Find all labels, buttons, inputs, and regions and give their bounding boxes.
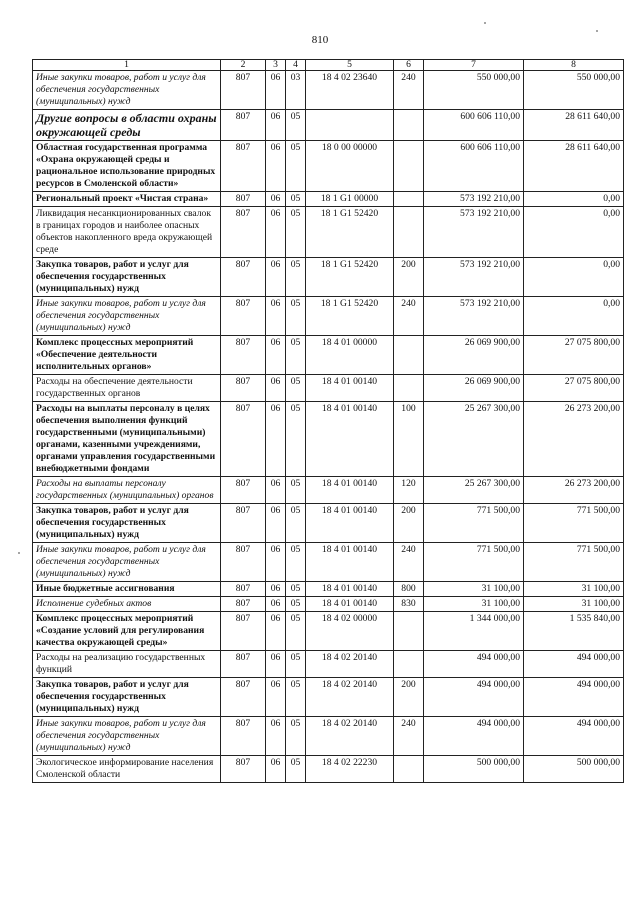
scan-speck: [484, 22, 486, 24]
table-row: [33, 110, 624, 141]
row-target-article: 18 4 01 00140: [306, 375, 394, 402]
row-name: Иные закупки товаров, работ и услуг для обеспечения государственных (муниципальных) нужд: [33, 717, 221, 756]
row-amount-year1: 494 000,00: [424, 717, 524, 756]
row-ministry-code: 807: [221, 717, 266, 756]
table-row: [33, 402, 624, 477]
row-name: Закупка товаров, работ и услуг для обеспечения государственных (муниципальных) нужд: [33, 258, 221, 297]
row-expense-type: [394, 651, 424, 678]
row-name: Областная государственная программа «Охрана окружающей среды и рациональное использование природных ресурсов в Смоленской области»: [33, 141, 221, 192]
row-ministry-code: 807: [221, 297, 266, 336]
row-amount-year1: 600 606 110,00: [424, 110, 524, 141]
row-expense-type: 100: [394, 402, 424, 477]
row-target-article: 18 4 02 20140: [306, 717, 394, 756]
row-expense-type: [394, 375, 424, 402]
row-amount-year1: 500 000,00: [424, 756, 524, 783]
row-expense-type: 240: [394, 543, 424, 582]
table-row: [33, 612, 624, 651]
row-expense-type: 120: [394, 477, 424, 504]
row-section: 06: [266, 192, 286, 207]
table-row: [33, 543, 624, 582]
row-target-article: 18 0 00 00000: [306, 141, 394, 192]
row-expense-type: 200: [394, 258, 424, 297]
row-amount-year2: 31 100,00: [524, 582, 624, 597]
row-section: 06: [266, 71, 286, 110]
row-amount-year1: 573 192 210,00: [424, 192, 524, 207]
row-subsection: 05: [286, 207, 306, 258]
row-expense-type: 240: [394, 297, 424, 336]
row-section: 06: [266, 207, 286, 258]
row-section: 06: [266, 717, 286, 756]
row-ministry-code: 807: [221, 756, 266, 783]
row-target-article: 18 4 01 00140: [306, 543, 394, 582]
row-expense-type: [394, 336, 424, 375]
row-ministry-code: 807: [221, 141, 266, 192]
row-amount-year2: 26 273 200,00: [524, 477, 624, 504]
row-name: Иные закупки товаров, работ и услуг для обеспечения государственных (муниципальных) нужд: [33, 71, 221, 110]
row-amount-year2: 31 100,00: [524, 597, 624, 612]
row-subsection: 05: [286, 375, 306, 402]
table-row: [33, 297, 624, 336]
row-expense-type: [394, 110, 424, 141]
row-ministry-code: 807: [221, 336, 266, 375]
row-section: 06: [266, 543, 286, 582]
row-name: Исполнение судебных актов: [33, 597, 221, 612]
row-amount-year2: 771 500,00: [524, 504, 624, 543]
row-subsection: 05: [286, 297, 306, 336]
row-amount-year1: 494 000,00: [424, 678, 524, 717]
row-expense-type: [394, 207, 424, 258]
row-subsection: 05: [286, 717, 306, 756]
table-row: [33, 717, 624, 756]
table-row: [33, 597, 624, 612]
row-subsection: 05: [286, 258, 306, 297]
table-row: [33, 207, 624, 258]
row-target-article: 18 4 01 00140: [306, 402, 394, 477]
row-expense-type: [394, 141, 424, 192]
row-section: 06: [266, 612, 286, 651]
table-header-row: [33, 60, 624, 71]
row-section: 06: [266, 141, 286, 192]
row-amount-year1: 771 500,00: [424, 543, 524, 582]
row-subsection: 05: [286, 678, 306, 717]
row-name: Иные закупки товаров, работ и услуг для обеспечения государственных (муниципальных) нужд: [33, 543, 221, 582]
row-section: 06: [266, 297, 286, 336]
row-amount-year1: 573 192 210,00: [424, 258, 524, 297]
row-ministry-code: 807: [221, 258, 266, 297]
row-ministry-code: 807: [221, 192, 266, 207]
row-amount-year1: 1 344 000,00: [424, 612, 524, 651]
row-name: Комплекс процессных мероприятий «Создание условий для регулирования качества окружающей среды»: [33, 612, 221, 651]
row-amount-year2: 27 075 800,00: [524, 375, 624, 402]
row-ministry-code: 807: [221, 110, 266, 141]
row-section: 06: [266, 258, 286, 297]
column-header: 4: [286, 60, 306, 71]
row-section: 06: [266, 402, 286, 477]
row-expense-type: [394, 756, 424, 783]
row-target-article: 18 4 01 00140: [306, 582, 394, 597]
row-amount-year1: 25 267 300,00: [424, 477, 524, 504]
row-expense-type: [394, 612, 424, 651]
row-ministry-code: 807: [221, 402, 266, 477]
row-target-article: 18 1 G1 52420: [306, 297, 394, 336]
row-name: Другие вопросы в области охраны окружающей среды: [33, 110, 221, 141]
row-name: Закупка товаров, работ и услуг для обеспечения государственных (муниципальных) нужд: [33, 678, 221, 717]
row-name: Расходы на выплаты персоналу государственных (муниципальных) органов: [33, 477, 221, 504]
row-ministry-code: 807: [221, 207, 266, 258]
row-target-article: 18 4 01 00140: [306, 504, 394, 543]
row-subsection: 05: [286, 543, 306, 582]
row-amount-year2: 0,00: [524, 297, 624, 336]
row-amount-year1: 26 069 900,00: [424, 375, 524, 402]
table-row: [33, 141, 624, 192]
row-name: Иные бюджетные ассигнования: [33, 582, 221, 597]
row-ministry-code: 807: [221, 597, 266, 612]
row-section: 06: [266, 375, 286, 402]
row-amount-year2: 0,00: [524, 207, 624, 258]
table-row: [33, 71, 624, 110]
row-target-article: 18 1 G1 00000: [306, 192, 394, 207]
row-target-article: 18 4 01 00140: [306, 477, 394, 504]
row-expense-type: 800: [394, 582, 424, 597]
table-row: [33, 678, 624, 717]
table-row: [33, 504, 624, 543]
row-subsection: 05: [286, 612, 306, 651]
row-section: 06: [266, 756, 286, 783]
table-row: [33, 477, 624, 504]
row-amount-year2: 771 500,00: [524, 543, 624, 582]
row-subsection: 05: [286, 192, 306, 207]
row-target-article: 18 4 01 00000: [306, 336, 394, 375]
row-amount-year1: 25 267 300,00: [424, 402, 524, 477]
scan-speck: [18, 552, 20, 554]
row-target-article: 18 1 G1 52420: [306, 207, 394, 258]
column-header: 8: [524, 60, 624, 71]
row-amount-year1: 31 100,00: [424, 582, 524, 597]
row-amount-year2: 500 000,00: [524, 756, 624, 783]
row-expense-type: 240: [394, 717, 424, 756]
row-target-article: 18 4 02 22230: [306, 756, 394, 783]
row-amount-year1: 573 192 210,00: [424, 297, 524, 336]
row-amount-year2: 494 000,00: [524, 717, 624, 756]
row-name: Расходы на обеспечение деятельности государственных органов: [33, 375, 221, 402]
row-ministry-code: 807: [221, 504, 266, 543]
row-target-article: 18 4 02 20140: [306, 651, 394, 678]
row-name: Закупка товаров, работ и услуг для обеспечения государственных (муниципальных) нужд: [33, 504, 221, 543]
row-amount-year1: 494 000,00: [424, 651, 524, 678]
row-subsection: 05: [286, 110, 306, 141]
table-row: [33, 336, 624, 375]
row-amount-year1: 31 100,00: [424, 597, 524, 612]
row-name: Расходы на реализацию государственных функций: [33, 651, 221, 678]
row-subsection: 05: [286, 756, 306, 783]
row-subsection: 05: [286, 582, 306, 597]
row-section: 06: [266, 504, 286, 543]
column-header: 6: [394, 60, 424, 71]
row-subsection: 05: [286, 504, 306, 543]
row-subsection: 05: [286, 477, 306, 504]
row-section: 06: [266, 582, 286, 597]
column-header: 1: [33, 60, 221, 71]
row-ministry-code: 807: [221, 651, 266, 678]
row-section: 06: [266, 651, 286, 678]
column-header: 7: [424, 60, 524, 71]
row-amount-year1: 771 500,00: [424, 504, 524, 543]
row-section: 06: [266, 477, 286, 504]
row-name: Иные закупки товаров, работ и услуг для обеспечения государственных (муниципальных) нужд: [33, 297, 221, 336]
row-section: 06: [266, 597, 286, 612]
row-target-article: 18 4 01 00140: [306, 597, 394, 612]
row-subsection: 05: [286, 336, 306, 375]
row-expense-type: 200: [394, 678, 424, 717]
column-header: 3: [266, 60, 286, 71]
row-expense-type: 240: [394, 71, 424, 110]
row-subsection: 05: [286, 141, 306, 192]
row-target-article: 18 1 G1 52420: [306, 258, 394, 297]
table-row: [33, 651, 624, 678]
row-name: Комплекс процессных мероприятий «Обеспечение деятельности исполнительных органов»: [33, 336, 221, 375]
budget-table: [32, 59, 624, 783]
row-amount-year2: 494 000,00: [524, 651, 624, 678]
row-expense-type: [394, 192, 424, 207]
scan-speck: [596, 30, 598, 32]
row-target-article: 18 4 02 23640: [306, 71, 394, 110]
row-amount-year2: 550 000,00: [524, 71, 624, 110]
row-name: Ликвидация несанкционированных свалок в границах городов и наиболее опасных объектов накопленного вреда окружающей среде: [33, 207, 221, 258]
column-header: 5: [306, 60, 394, 71]
row-amount-year1: 600 606 110,00: [424, 141, 524, 192]
row-ministry-code: 807: [221, 678, 266, 717]
row-section: 06: [266, 110, 286, 141]
row-amount-year2: 0,00: [524, 192, 624, 207]
column-header: 2: [221, 60, 266, 71]
row-name: Расходы на выплаты персоналу в целях обеспечения выполнения функций государственными (муниципальными) органами, казенными учреждениями, органами управления государственными внебюджетными фондами: [33, 402, 221, 477]
row-ministry-code: 807: [221, 375, 266, 402]
table-row: [33, 258, 624, 297]
row-name: Региональный проект «Чистая страна»: [33, 192, 221, 207]
row-ministry-code: 807: [221, 582, 266, 597]
row-amount-year2: 28 611 640,00: [524, 141, 624, 192]
row-amount-year2: 27 075 800,00: [524, 336, 624, 375]
row-subsection: 03: [286, 71, 306, 110]
page-number: 810: [311, 34, 329, 46]
table-body: [33, 71, 624, 783]
row-ministry-code: 807: [221, 612, 266, 651]
row-amount-year1: 573 192 210,00: [424, 207, 524, 258]
row-amount-year2: 0,00: [524, 258, 624, 297]
row-subsection: 05: [286, 402, 306, 477]
row-section: 06: [266, 336, 286, 375]
table-row: [33, 756, 624, 783]
row-subsection: 05: [286, 597, 306, 612]
row-name: Экологическое информирование населения Смоленской области: [33, 756, 221, 783]
table-row: [33, 375, 624, 402]
table-row: [33, 192, 624, 207]
row-ministry-code: 807: [221, 477, 266, 504]
row-expense-type: 200: [394, 504, 424, 543]
row-amount-year2: 1 535 840,00: [524, 612, 624, 651]
row-section: 06: [266, 678, 286, 717]
row-target-article: [306, 110, 394, 141]
row-amount-year2: 26 273 200,00: [524, 402, 624, 477]
row-amount-year2: 28 611 640,00: [524, 110, 624, 141]
row-amount-year1: 26 069 900,00: [424, 336, 524, 375]
row-amount-year1: 550 000,00: [424, 71, 524, 110]
row-subsection: 05: [286, 651, 306, 678]
row-ministry-code: 807: [221, 71, 266, 110]
row-target-article: 18 4 02 00000: [306, 612, 394, 651]
row-ministry-code: 807: [221, 543, 266, 582]
table-row: [33, 582, 624, 597]
row-expense-type: 830: [394, 597, 424, 612]
row-amount-year2: 494 000,00: [524, 678, 624, 717]
row-target-article: 18 4 02 20140: [306, 678, 394, 717]
